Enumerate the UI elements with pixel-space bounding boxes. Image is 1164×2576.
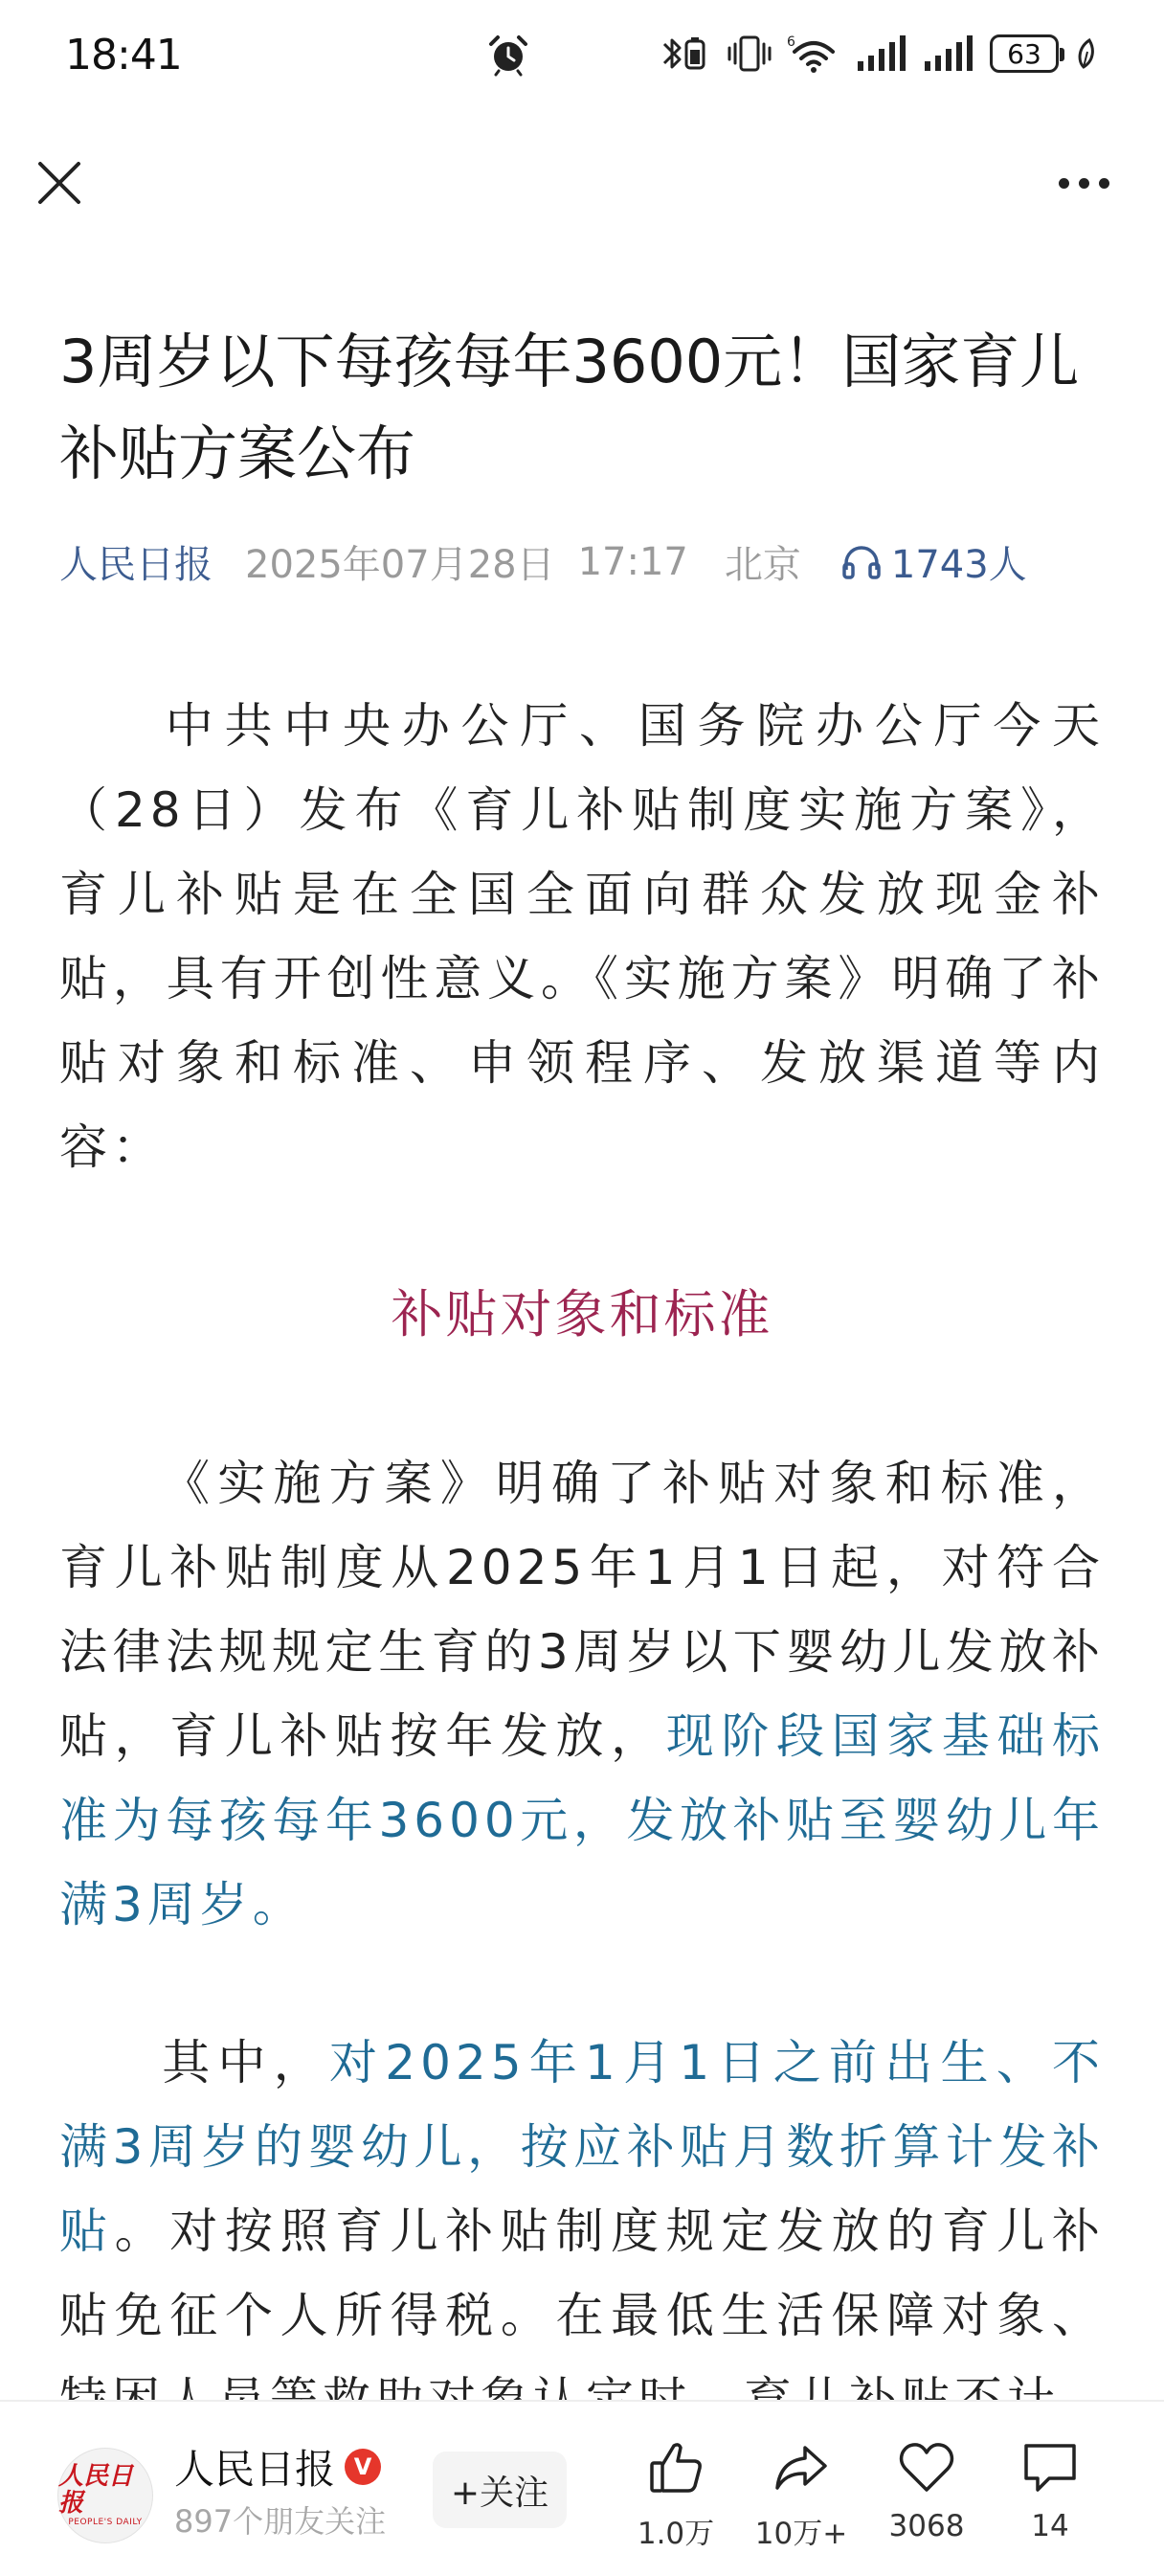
highlight-text: 现阶段国家基础标准为每孩每年3600元，发放补贴至婴幼儿年满3周岁。: [59, 1708, 1106, 1932]
article-source[interactable]: 人民日报: [59, 543, 213, 587]
section-heading: 补贴对象和标准: [391, 1284, 773, 1344]
heart-icon: [898, 2440, 955, 2496]
follower-count: 897个朋友关注: [174, 2503, 387, 2540]
vibrate-icon: [728, 33, 772, 75]
paragraph-details: 其中，对2025年1月1日之前出生、不满3周岁的婴幼儿，按应补贴月数折算计发补贴。对按照育儿补贴制度规定发放的育儿补贴免征个人所得税。在最低生活保障对象、: [59, 2035, 1106, 2343]
bottom-action-bar: [0, 2400, 1164, 2576]
comment-count: 14: [1031, 2509, 1069, 2543]
paragraph-standard: 《实施方案》明确了补贴对象和标准，育儿补贴制度从2025年1月1日起，对符合法律法规规定生育的3周岁以下婴幼儿发放补贴，育儿补贴按年发放，现阶段国家基础标准为每孩每年3600元，发放补贴至婴幼儿年满3周岁。: [59, 1456, 1106, 1932]
follow-button[interactable]: +关注: [433, 2452, 567, 2528]
article-time: 17:17: [577, 539, 688, 584]
account-name[interactable]: 人民日报 V: [174, 2438, 381, 2496]
status-time: 18:41: [65, 31, 182, 79]
avatar-logo-subtext: PEOPLE'S DAILY: [68, 2518, 143, 2527]
signal-icon-sim1: [856, 33, 907, 75]
listen-button[interactable]: [841, 534, 1027, 589]
article-meta: [59, 534, 1027, 589]
like-button[interactable]: [609, 2440, 743, 2552]
svg-text:6: 6: [787, 34, 795, 50]
dot-icon: [1099, 178, 1109, 189]
more-options-button[interactable]: [1059, 169, 1116, 197]
share-button[interactable]: [734, 2440, 868, 2552]
share-icon: [772, 2440, 830, 2496]
comment-button[interactable]: [983, 2440, 1117, 2543]
wifi-icon: [787, 33, 840, 75]
thumbs-up-icon: [647, 2440, 705, 2496]
dot-icon: [1079, 178, 1089, 189]
paragraph-intro: 中共中央办公厅、国务院办公厅今天（28日）发布《育儿补贴制度实施方案》，育儿补贴是在全国全面向群众发放现金补贴，具有开创性意义。《实施方案》明确了补贴对象和标准、申领程序、发放渠道等内容：: [59, 698, 1105, 1175]
leaf-saver-icon: [1074, 34, 1097, 73]
bluetooth-battery-icon: [660, 33, 712, 75]
avatar-logo-text: 人民日报: [58, 2462, 134, 2518]
favorite-count: 3068: [888, 2509, 965, 2543]
close-icon[interactable]: [34, 158, 84, 208]
share-count: 10万+: [754, 2517, 848, 2551]
favorite-button[interactable]: [860, 2440, 994, 2543]
article-title: 3周岁以下每孩每年3600元！国家育儿补贴方案公布: [59, 327, 1080, 488]
highlight-text: 对2025年1月1日之前出生、不满3周岁的婴幼儿，按应补贴月数折算计发补贴: [59, 2035, 1105, 2259]
headphones-icon: [841, 543, 882, 581]
comment-icon: [1020, 2440, 1080, 2496]
like-count: 1.0万: [637, 2517, 715, 2551]
verified-badge-icon: V: [345, 2449, 381, 2485]
article-location: 北京: [724, 543, 801, 587]
article-date: 2025年07月28日: [245, 543, 555, 587]
avatar[interactable]: [57, 2448, 153, 2543]
dot-icon: [1059, 178, 1069, 189]
battery-indicator: 63: [990, 34, 1059, 73]
alarm-icon: [486, 33, 530, 77]
listener-count: 1743人: [890, 543, 1027, 587]
status-bar: [0, 0, 1164, 115]
signal-icon-sim2: [923, 33, 974, 75]
